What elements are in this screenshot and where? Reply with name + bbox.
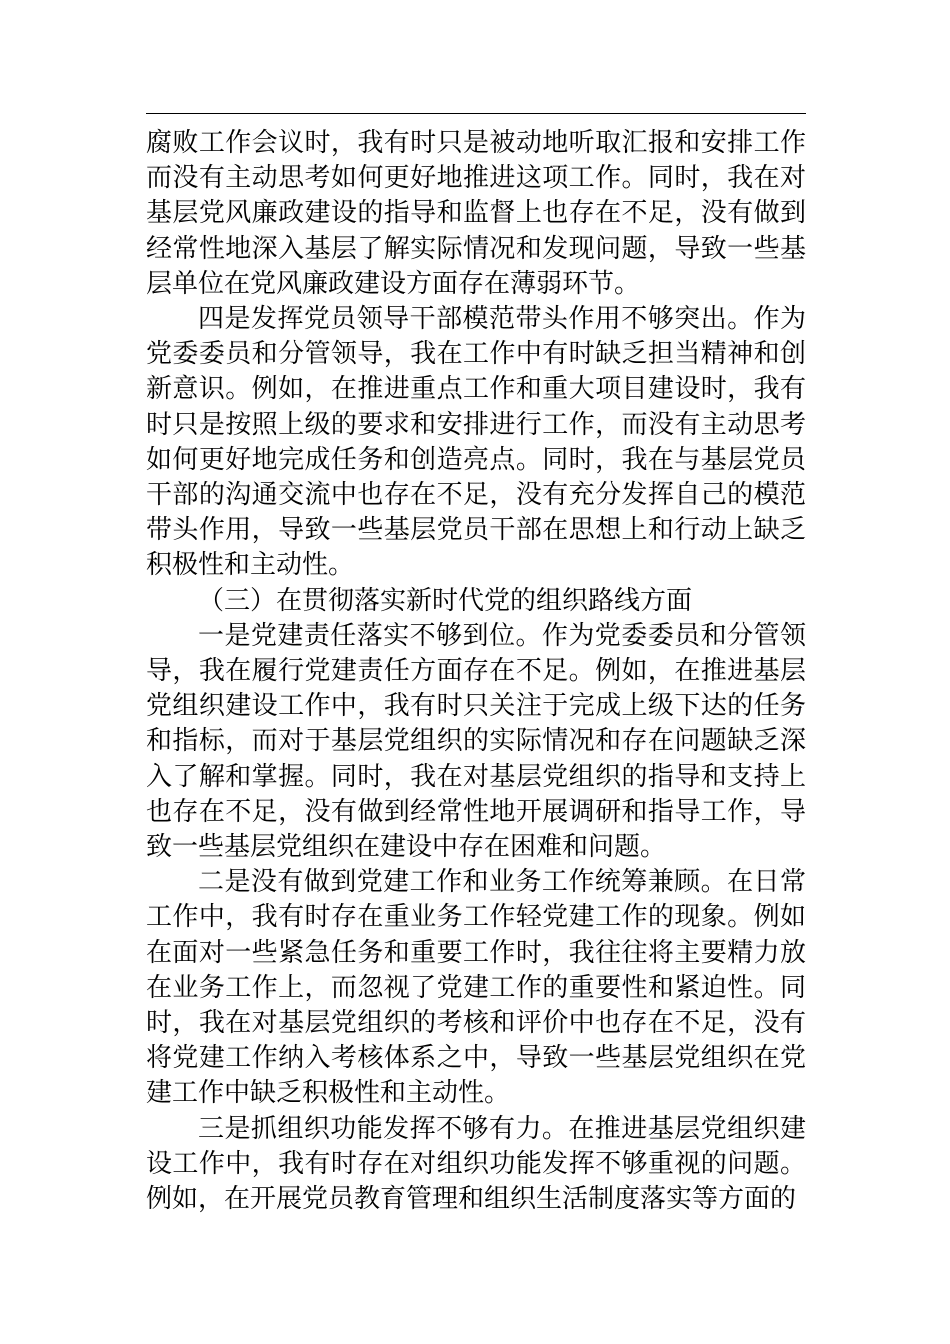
paragraph-point-four: 四是发挥党员领导干部模范带头作用不够突出。作为党委委员和分管领导，我在工作中有时缺乏担当精神和创新意识。例如，在推进重点工作和重大项目建设时，我有时只是按照上级的要求和安排进行工作，而没有主动思考如何更好地完成任务和创造亮点。同时，我在与基层党员干部的沟通交流中也存在不足，没有充分发挥自己的模范带头作用，导致一些基层党员干部在思想上和行动上缺乏积极性和主动性。	[146, 304, 806, 581]
paragraph-point-two: 二是没有做到党建工作和业务工作统筹兼顾。在日常工作中，我有时存在重业务工作轻党建工作的现象。例如在面对一些紧急任务和重要工作时，我往往将主要精力放在业务工作上，而忽视了党建工作的重要性和紧迫性。同时，我在对基层党组织的考核和评价中也存在不足，没有将党建工作纳入考核体系之中，导致一些基层党组织在党建工作中缺乏积极性和主动性。	[146, 867, 806, 1109]
paragraph-point-three: 三是抓组织功能发挥不够有力。在推进基层党组织建设工作中，我有时存在对组织功能发挥不够重视的问题。例如，在开展党员教育管理和组织生活制度落实等方面的	[146, 1113, 806, 1215]
section-subheading: （三）在贯彻落实新时代党的组织路线方面	[198, 585, 693, 616]
document-body	[146, 126, 806, 1217]
header-rule	[146, 113, 806, 114]
paragraph-point-one: 一是党建责任落实不够到位。作为党委委员和分管领导，我在履行党建责任方面存在不足。例如，在推进基层党组织建设工作中，我有时只关注于完成上级下达的任务和指标，而对于基层党组织的实际情况和存在问题缺乏深入了解和掌握。同时，我在对基层党组织的指导和支持上也存在不足，没有做到经常性地开展调研和指导工作，导致一些基层党组织在建设中存在困难和问题。	[146, 620, 806, 863]
paragraph-continuation: 腐败工作会议时，我有时只是被动地听取汇报和安排工作而没有主动思考如何更好地推进这项工作。同时，我在对基层党风廉政建设的指导和监督上也存在不足，没有做到经常性地深入基层了解实际情况和发现问题，导致一些基层单位在党风廉政建设方面存在薄弱环节。	[146, 128, 806, 299]
